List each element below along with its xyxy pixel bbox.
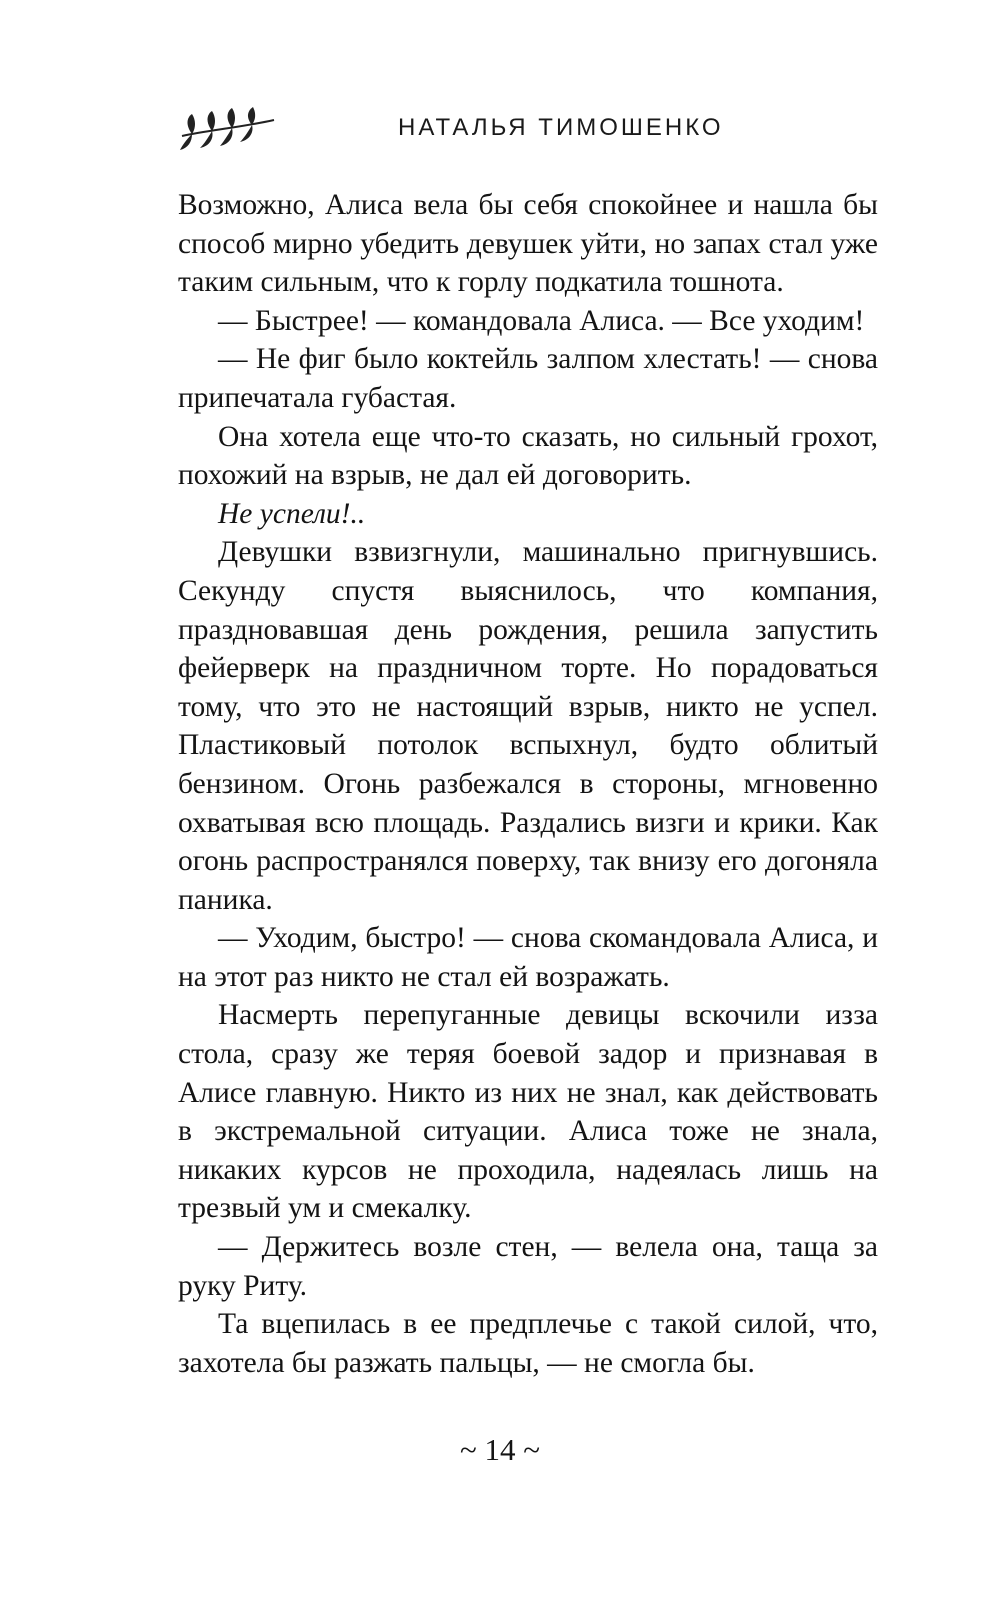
paragraph: Она хотела еще что-то сказать, но сильный грохот, похожий на взрыв, не дал ей договорить. — [178, 420, 878, 492]
paragraph: — Уходим, быстро! — снова скомандовала Алиса, и на этот раз никто не стал ей возражать. — [178, 922, 878, 993]
page-number: ~ 14 ~ — [459, 1432, 541, 1467]
paragraph: Девушки взвизгнули, машинально пригнувшись. Секунду спустя выяснилось, что компания, праздновавшая день рождения, решила запустить фейерверк на праздничном торте. Но порадоваться тому, что это не настоящий взрыв, никто не успел. Пластиковый потолок вспыхнул, будто облитый бензином. Огонь разбежался в стороны, мгновенно охватывая всю площадь. Раздались визги и крики. Как огонь распространялся поверху, так внизу его догоняла паника. — [178, 536, 878, 916]
author-name: НАТАЛЬЯ ТИМОШЕНКО — [398, 114, 724, 141]
paragraph: — Не фиг было коктейль залпом хлестать! — снова припечатала губастая. — [178, 343, 878, 414]
paragraph: — Быстрее! — командовала Алиса. — Все уходим! — [218, 304, 865, 337]
running-header — [178, 100, 878, 160]
laurel-branch-icon — [178, 106, 278, 152]
page-body — [178, 186, 878, 1382]
paragraph: Та вцепилась в ее предплечье с такой силой, что, захотела бы разжать пальцы, — не смогла бы. — [178, 1308, 878, 1379]
paragraph-italic: Не успели!.. — [218, 497, 366, 530]
paragraph: — Держитесь возле стен, — велела она, таща за руку Риту. — [178, 1231, 878, 1302]
paragraph: Насмерть перепуганные девицы вскочили изза стола, сразу же теряя боевой задор и признавая в Алисе главную. Никто из них не знал, как действовать в экстремальной ситуации. Алиса тоже не знала, никаких курсов не проходила, надеялась лишь на трезвый ум и смекалку. — [178, 999, 878, 1225]
paragraph: Возможно, Алиса вела бы себя спокойнее и нашла бы способ мирно убедить девушек уйти, но запах стал уже таким сильным, что к горлу подкатила тошнота. — [178, 189, 878, 299]
